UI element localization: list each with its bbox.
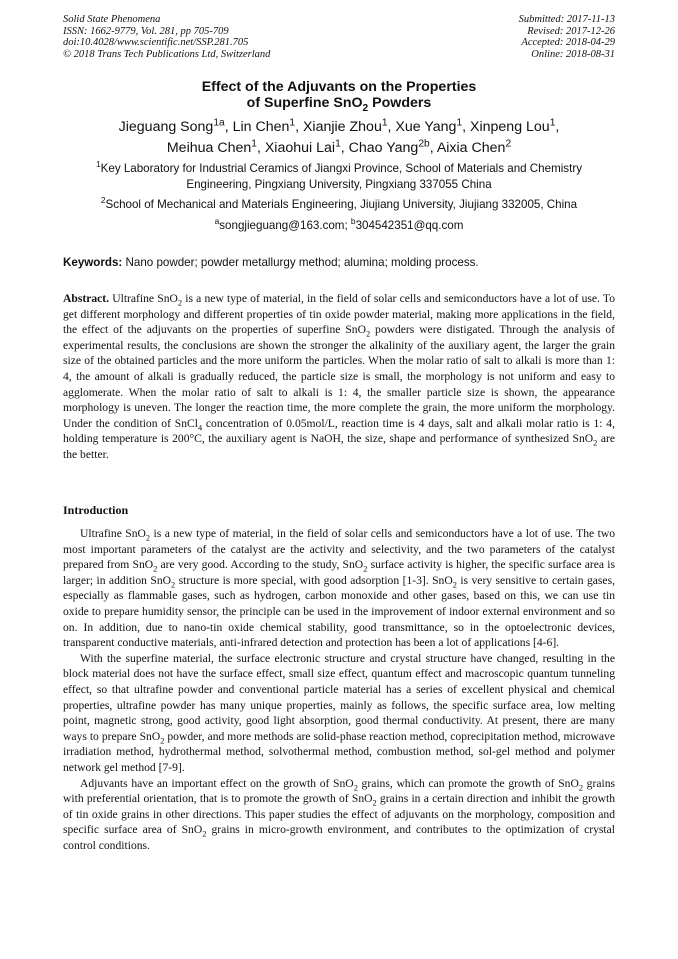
author	[233, 119, 295, 135]
email-mark: b	[350, 216, 356, 227]
author	[437, 140, 511, 156]
author-affiliation-mark: 1	[456, 117, 463, 129]
title-line-2	[40, 96, 638, 112]
issn-line: ISSN: 1662-9779, Vol. 281, pp 705-709	[63, 25, 229, 37]
affiliation-1	[60, 161, 618, 193]
paragraph: Adjuvants have an important effect on the growth of SnO$_2$ grains, which can promote the growth of SnO$_2$ grains with preferential orientation, that is to promote the growth of SnO$_2$ grains in a certain direction and inhibit the growth of tin oxide grains in other directions. This paper studies the effect of adjuvants on the morphology, composition and specific surface area of SnO$_2$ grains in micro-growth environment, and contributes to the optimization of crystal control conditions.	[63, 776, 616, 852]
author-affiliation-mark: 2b	[418, 138, 430, 150]
author-name: Xinpeng Lou	[470, 119, 550, 135]
author-emails	[60, 218, 618, 234]
author-affiliation-mark: 1	[381, 117, 388, 129]
author-name: Jieguang Song	[118, 119, 214, 135]
author	[395, 119, 462, 135]
accepted-date: Accepted: 2018-04-29	[521, 37, 615, 49]
revised-date: Revised: 2017-12-26	[527, 25, 615, 37]
paragraph: With the superfine material, the surface electronic structure and crystal structure have changed, resulting in the block material does not have the surface effect, small size effect, quantum effect and macroscopic quantum tunneling effect, so that ultrafine powder and conventional particle material has a series of excellent physical and chemical properties, ultrafine powder has many unique properties, mainly as follows, the specific surface area, low melting point, magnetic strong, good activity, good light absorption, good thermal conductivity. At present, there are many ways to prepare SnO$_2$ powder, and more methods are solid-phase reaction method, coprecipitation method, microwave irradiation method, hydrothermal method, solvothermal method, combustion method, sol-gel method and polymer network gel method [7-9].	[63, 651, 615, 774]
author-affiliation-mark: 2	[505, 138, 512, 150]
submitted-date: Submitted: 2017-11-13	[518, 14, 615, 25]
author	[470, 119, 555, 135]
author-name: Xiaohui Lai	[264, 140, 336, 156]
author	[167, 140, 257, 156]
paragraph: Ultrafine SnO$_2$ is a new type of material, in the field of solar cells and semiconductors have a lot of use. The two most important parameters of the catalyst are the activity and selectivity, and the two parameters of the catalyst prepared from SnO$_2$ are very good. According to the study, SnO$_2$ surface activity is higher, the specific surface area is larger; in addition SnO$_2$ structure is more special, with good adsorption [1-3]. SnO$_2$ is very sensitive to certain gases, especially as flammable gases, such as hydrogen, carbon monoxide and other gases, based on this, we can use tin oxide to prepare humidity sensor, the principle can be used in the improvement of indoor external environment and so on. In addition, due to nano-tin oxide chemical stability, good transmittance, so in the optoelectronic devices, transparent conductive materials, anti-infrared detection and protection has been a lot of applications [4-6].	[63, 527, 615, 650]
copyright-line: © 2018 Trans Tech Publications Ltd, Switzerland	[63, 48, 271, 60]
introduction-body	[63, 526, 615, 853]
author-list: Jieguang Song$^{1a}$, Lin Chen$^1$, Xianjie Zhou$^1$, Xue Yang$^1$, Xinpeng Lou$^1$, Meihua Chen$^1$, Xiaohui Lai$^1$, Chao Yang$^{2b}$, Aixia Chen$^2$	[118, 117, 560, 156]
author	[119, 119, 225, 135]
abstract	[63, 291, 615, 463]
author	[349, 140, 430, 156]
author	[265, 140, 341, 156]
title-line-1: Effect of the Adjuvants on the Properties	[201, 79, 477, 95]
author-affiliation-mark: 1	[549, 117, 556, 129]
section-heading-introduction: Introduction	[63, 503, 129, 517]
abstract-label: Abstract.	[63, 292, 110, 305]
author-affiliation-mark: 1	[289, 117, 296, 129]
title-line-2-text: of Superfine SnO	[246, 94, 363, 111]
title-line-2-end: Powders	[368, 94, 432, 111]
author-name: Meihua Chen	[166, 140, 252, 156]
author	[303, 119, 388, 135]
journal-info	[63, 14, 270, 60]
author-affiliation-mark: 1	[335, 138, 341, 150]
author-name: Aixia Chen	[436, 140, 506, 156]
affiliation-number: 1	[96, 159, 101, 170]
affiliation-text: Engineering, Pingxiang University, Pingxiang 337055 China	[186, 178, 492, 191]
keywords	[63, 255, 623, 271]
author-name: Lin Chen	[232, 119, 290, 135]
abstract-text: Ultrafine SnO$_2$ is a new type of material, in the field of solar cells and semiconductors have a lot of use. To get different morphology and different properties of tin oxide powder material, making more applications in the field, the effect of the adjuvants on the properties of superfine SnO$_2$ powders were distigated. Through the analysis of experimental results, the conclusions are shown the stronger the alkalinity of the auxiliary agent, the larger the grain size of the obtained particles and the more uniform the particles. When the molar ratio of salt to alkali is more than 1: 4, the amount of alkali is gradually reduced, the particle size is small, the morphology is not uniform and easy to agglomerate. When the molar ratio of salt to alkali is 1: 4, the smaller particle size is shown, the appearance morphology is uneven. The longer the reaction time, the more complete the grain, the more uniform the morphology. Under the condition of SnCl$_4$ concentration of 0.05mol/L, reaction time is 4 days, salt and alkali molar ratio is 1: 4, holding temperature is 200°C, the auxiliary agent is NaOH, the size, shape and performance of synthesized SnO$_2$ are the better.	[63, 292, 616, 461]
doi-line[interactable]: doi:10.4028/www.scientific.net/SSP.281.705	[63, 37, 249, 49]
affiliation-text: School of Mechanical and Materials Engineering, Jiujiang University, Jiujiang 332005, China	[105, 198, 578, 211]
email-mark: a	[214, 216, 220, 227]
online-date: Online: 2018-08-31	[531, 48, 615, 60]
affiliation-text: Key Laboratory for Industrial Ceramics of Jiangxi Province, School of Materials and Chemistry	[100, 162, 582, 175]
author-affiliation-mark: 1	[251, 138, 257, 150]
author-name: Xue Yang	[395, 119, 457, 135]
author-name: Xianjie Zhou	[302, 119, 382, 135]
author-affiliation-mark: 1a	[213, 117, 225, 129]
keywords-label: Keywords:	[63, 256, 123, 269]
publication-dates	[519, 14, 615, 60]
keywords-text: Nano powder; powder metallurgy method; alumina; molding process.	[122, 256, 479, 269]
affiliation-2	[60, 197, 618, 213]
journal-name: Solid State Phenomena	[63, 14, 161, 25]
email-link[interactable]: 304542351@qq.com	[355, 219, 464, 232]
affiliation-number: 2	[100, 195, 106, 206]
email-link[interactable]: songjieguang@163.com;	[219, 219, 351, 232]
author-name: Chao Yang	[348, 140, 419, 156]
paper-title	[40, 79, 638, 114]
title-subscript: 2	[362, 102, 369, 114]
